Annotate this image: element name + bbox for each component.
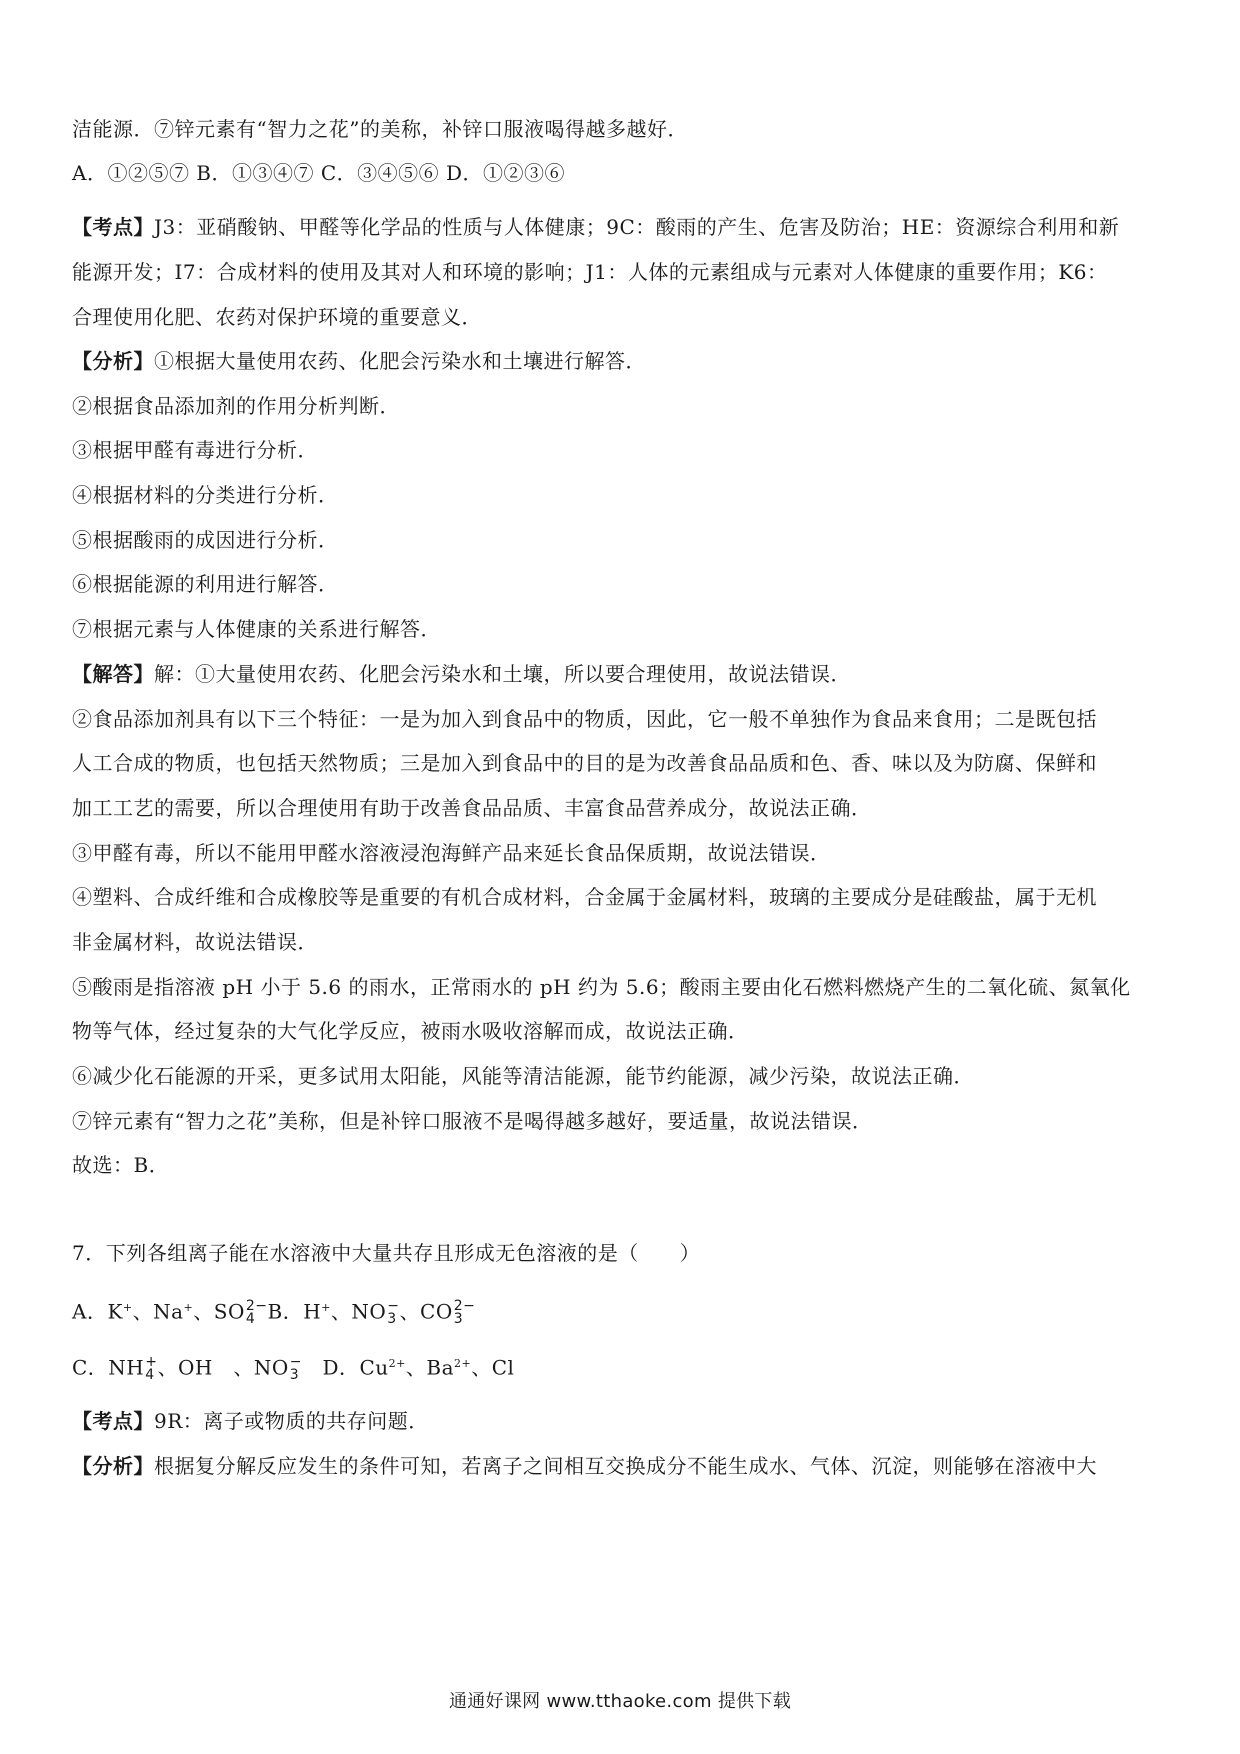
jieda-text: 解：①大量使用农药、化肥会污染水和土壤，所以要合理使用，故说法错误． <box>154 662 851 686</box>
text-line: 物等气体，经过复杂的大气化学反应，被雨水吸收溶解而成，故说法正确． <box>72 1019 749 1043</box>
fenxi-tag: 【分析】 <box>72 349 154 373</box>
text-line: A．①②⑤⑦ B．①③④⑦ C．③④⑤⑥ D．①②③⑥ <box>72 161 566 185</box>
question-7-options-ab: A．K+、Na+、SO 2− 4 B．H+、NO − 3 、CO 2− 3 <box>72 1298 476 1328</box>
text-line: 故选：B． <box>72 1153 170 1177</box>
kaodian-text: J3：亚硝酸钠、甲醛等化学品的性质与人体健康；9C：酸雨的产生、危害及防治；HE：资源综合利用和新 <box>154 215 1120 239</box>
text-line: 能源开发；I7：合成材料的使用及其对人和环境的影响；J1：人体的元素组成与元素对人体健康的重要作用；K6： <box>72 260 1108 284</box>
jieda-line <box>72 661 1172 687</box>
text-line: ④塑料、合成纤维和合成橡胶等是重要的有机合成材料，合金属于金属材料，玻璃的主要成分是硅酸盐，属于无机 <box>72 885 1097 909</box>
text-line: ⑥减少化石能源的开采，更多试用太阳能，风能等清洁能源，能节约能源，减少污染，故说法正确． <box>72 1064 974 1088</box>
q7-kaodian-line: 【考点】9R：离子或物质的共存问题． <box>72 1409 429 1433</box>
kaodian-line <box>72 214 1172 240</box>
text-line: ③根据甲醛有毒进行分析． <box>72 438 318 462</box>
text-line: ②根据食品添加剂的作用分析判断． <box>72 394 400 418</box>
text-line: ⑤酸雨是指溶液 pH 小于 5.6 的雨水，正常雨水的 pH 约为 5.6；酸雨主要由化石燃料燃烧产生的二氧化硫、氮氧化 <box>72 975 1131 999</box>
text-line: ②食品添加剂具有以下三个特征：一是为加入到食品中的物质，因此，它一般不单独作为食品来食用；二是既包括 <box>72 707 1097 731</box>
text-line: 洁能源．⑦锌元素有“智力之花”的美称，补锌口服液喝得越多越好． <box>72 117 688 141</box>
text-line: 人工合成的物质，也包括天然物质；三是加入到食品中的目的是为改善食品品质和色、香、味以及为防腐、保鲜和 <box>72 751 1097 775</box>
text-line: ④根据材料的分类进行分析． <box>72 483 339 507</box>
text-line: 非金属材料，故说法错误． <box>72 930 318 954</box>
kaodian-tag: 【考点】 <box>72 215 154 239</box>
text-line: ⑥根据能源的利用进行解答． <box>72 572 339 596</box>
q7-fenxi-line: 【分析】根据复分解反应发生的条件可知，若离子之间相互交换成分不能生成水、气体、沉淀，则能够在溶液中大 <box>72 1454 1097 1478</box>
text-line: 合理使用化肥、农药对保护环境的重要意义． <box>72 305 482 329</box>
footer-text: 通通好课网 www.tthaoke.com 提供下载 <box>448 1691 792 1712</box>
question-7-stem: 7．下列各组离子能在水溶液中大量共存且形成无色溶液的是（ ） <box>72 1241 701 1265</box>
question-7-options-cd: C．NH + 4 、OH 、NO − 3 D．$Cu^{2+}$、$Ba^{2+}$、Cl <box>72 1354 515 1384</box>
text-line: ⑤根据酸雨的成因进行分析． <box>72 528 339 552</box>
text-line: ③甲醛有毒，所以不能用甲醛水溶液浸泡海鲜产品来延长食品保质期，故说法错误． <box>72 841 831 865</box>
text-line: 加工工艺的需要，所以合理使用有助于改善食品品质、丰富食品营养成分，故说法正确． <box>72 796 872 820</box>
text-line: ⑦锌元素有“智力之花”美称，但是补锌口服液不是喝得越多越好，要适量，故说法错误． <box>72 1109 873 1133</box>
fenxi-text: ①根据大量使用农药、化肥会污染水和土壤进行解答． <box>154 349 646 373</box>
fenxi-line <box>72 348 1172 374</box>
jieda-tag: 【解答】 <box>72 662 154 686</box>
text-line: ⑦根据元素与人体健康的关系进行解答． <box>72 617 441 641</box>
